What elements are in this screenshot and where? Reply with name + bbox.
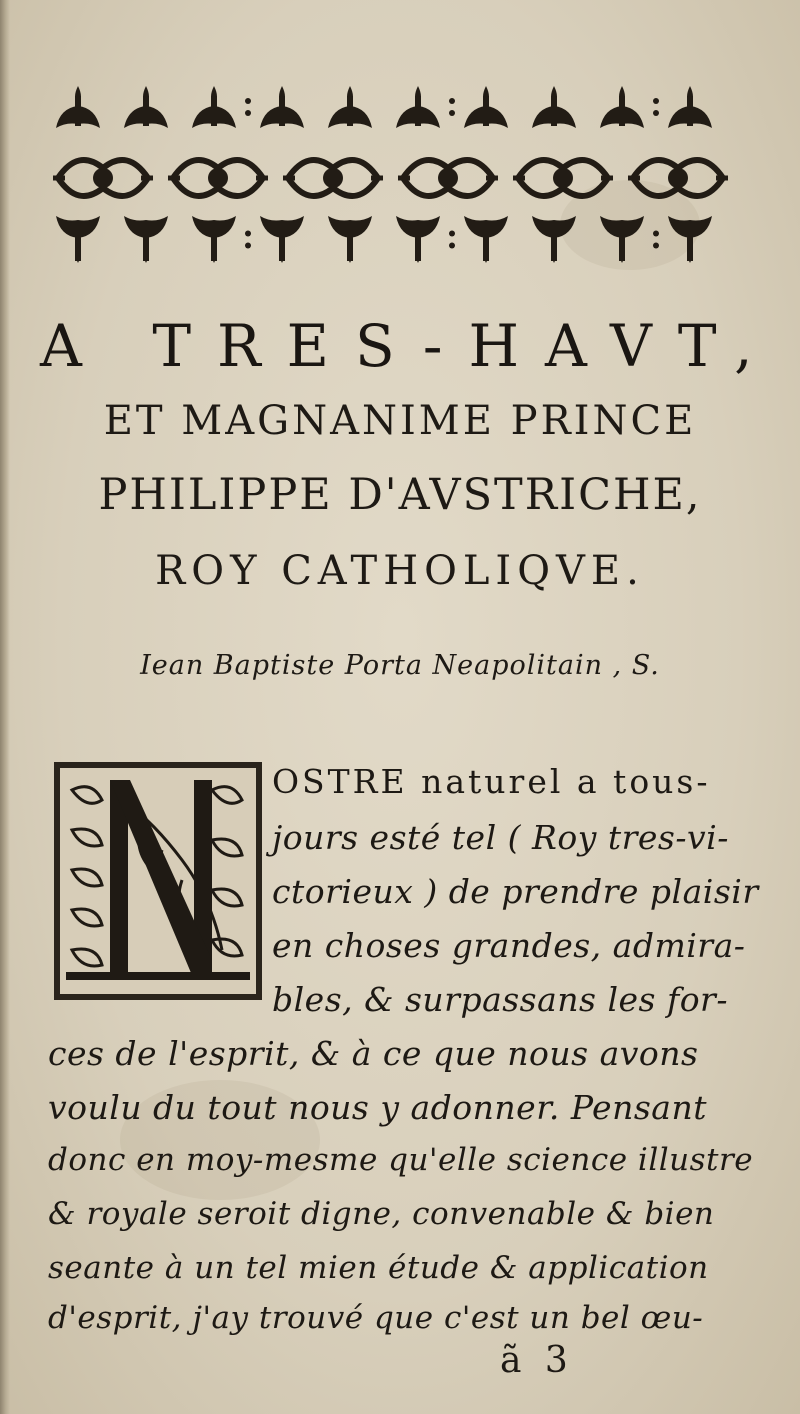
fleuron-glyph xyxy=(464,86,508,128)
body-line-9: & royale seroit digne, convenable & bien xyxy=(48,1196,715,1232)
body-line-5: bles, & surpassans les for- xyxy=(272,980,728,1019)
scroll-glyph xyxy=(398,160,498,196)
scroll-glyph xyxy=(283,160,383,196)
fleuron-glyph xyxy=(56,216,100,263)
body-line-1: OSTRE naturel a tous- xyxy=(272,762,711,801)
title-line-2: ET MAGNANIME PRINCE xyxy=(103,398,697,444)
fleuron-glyph xyxy=(260,216,304,263)
scroll-glyph xyxy=(168,160,268,196)
fleuron-glyph xyxy=(124,86,168,128)
fleuron-glyph xyxy=(532,86,576,128)
fleuron-glyph xyxy=(600,216,659,263)
fleuron-glyph xyxy=(668,86,712,128)
fleuron-glyph xyxy=(260,86,304,128)
fleuron-glyph xyxy=(124,216,168,263)
title-line-1: A TRES-HAVT, xyxy=(40,312,779,380)
page-gutter-shadow xyxy=(0,0,10,1414)
fleuron-glyph xyxy=(396,216,455,263)
scroll-glyph xyxy=(53,160,153,196)
body-line-4: en choses grandes, admira- xyxy=(272,926,746,965)
body-line-3: ctorieux ) de prendre plaisir xyxy=(272,872,759,911)
scroll-glyph xyxy=(513,160,613,196)
signature-mark: ã 3 xyxy=(500,1340,574,1381)
fleuron-glyph xyxy=(464,216,508,263)
fleuron-glyph xyxy=(396,86,455,128)
title-line-3: PHILIPPE D'AVSTRICHE, xyxy=(98,470,702,520)
body-line-10: seante à un tel mien étude & application xyxy=(48,1250,709,1286)
foliated-initial-n-icon xyxy=(52,760,264,1002)
scroll-glyph xyxy=(628,160,728,196)
fleuron-glyph xyxy=(56,86,100,128)
fleuron-glyph xyxy=(192,86,251,128)
fleuron-glyph xyxy=(192,216,251,263)
author-line: Iean Baptiste Porta Neapolitain , S. xyxy=(140,650,660,681)
fleuron-glyph xyxy=(328,216,372,263)
title-line-4: ROY CATHOLIQVE. xyxy=(155,548,645,594)
body-line-2: jours esté tel ( Roy tres-vi- xyxy=(272,818,729,857)
body-line-7: voulu du tout nous y adonner. Pensant xyxy=(48,1088,707,1127)
body-line-8: donc en moy-mesme qu'elle science illustre xyxy=(48,1142,754,1178)
fleuron-glyph xyxy=(600,86,659,128)
fleuron-glyph xyxy=(328,86,372,128)
fleuron-glyph xyxy=(668,216,712,263)
fleuron-glyph xyxy=(532,216,576,263)
fleuron-border-ornament xyxy=(48,78,738,283)
body-line-6: ces de l'esprit, & à ce que nous avons xyxy=(48,1034,699,1073)
body-line-11: d'esprit, j'ay trouvé que c'est un bel œu- xyxy=(48,1300,704,1336)
